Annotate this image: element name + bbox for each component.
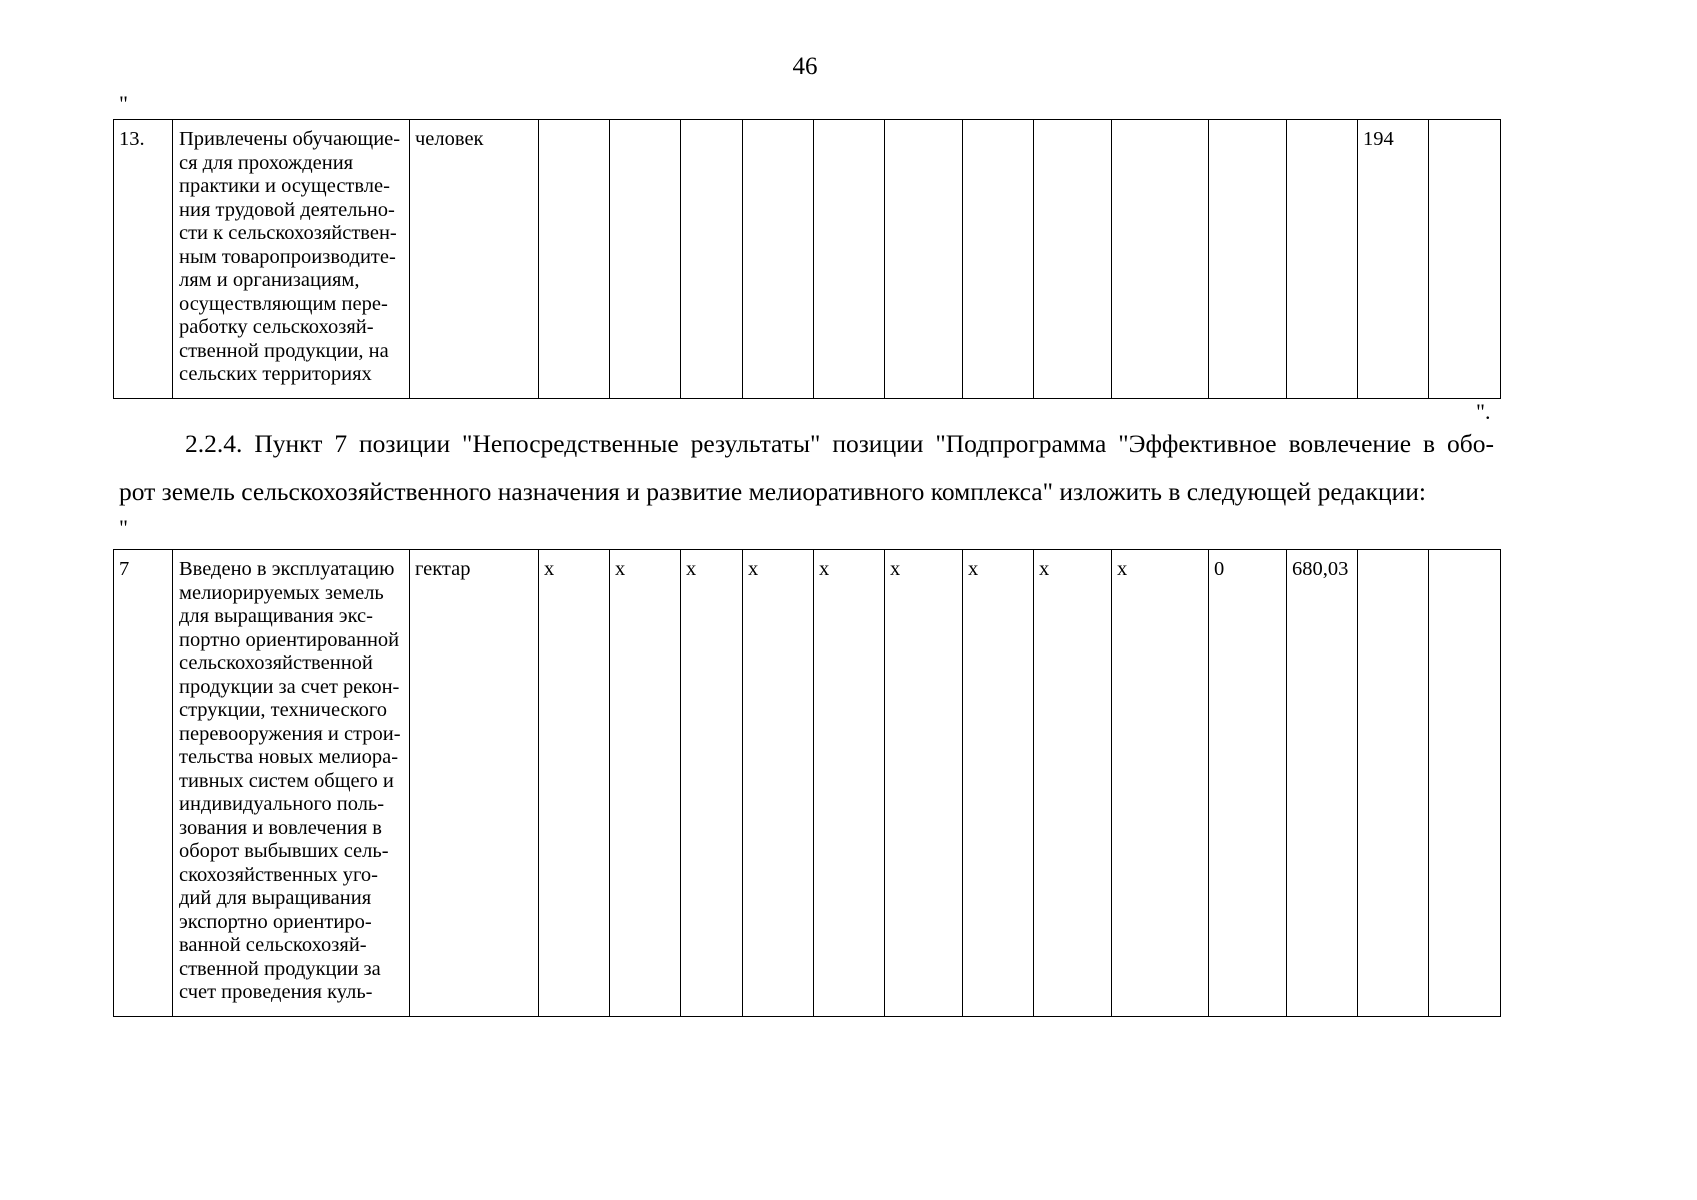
- description-line: оборот выбывших сель-: [179, 840, 389, 862]
- description-line: тивных систем общего и: [179, 769, 394, 792]
- indicator-description: [173, 550, 410, 1017]
- table-row: [114, 550, 1501, 1017]
- paragraph-line: рот земель сельскохозяйственного назначения и развитие мелиоративного комплекса" изложить в следующей редакции:: [119, 477, 1427, 506]
- description-line: Привлечены обучающие-: [179, 128, 401, 150]
- opening-quote: ": [119, 91, 128, 116]
- value-cell: [963, 120, 1034, 399]
- value-cell: [1287, 120, 1358, 399]
- description-line: индивидуального поль-: [179, 793, 385, 815]
- value-cell: х: [610, 550, 681, 1017]
- description-line: портно ориентированной: [179, 628, 400, 651]
- value-cell: [1209, 120, 1287, 399]
- description-line: зования и вовлечения в: [179, 816, 382, 839]
- value-cell: [681, 120, 743, 399]
- value-cell: [1429, 550, 1501, 1017]
- value-cell: [1358, 550, 1429, 1017]
- description-line: лям и организациям,: [179, 269, 360, 291]
- value-cell: х: [963, 550, 1034, 1017]
- description-line: ным товаропроизводите-: [179, 245, 396, 268]
- value-cell: х: [814, 550, 885, 1017]
- description-line: ся для прохождения: [179, 151, 354, 174]
- description-line: ственной продукции за: [179, 957, 381, 980]
- value-cell: 0: [1209, 550, 1287, 1017]
- value-cell: [885, 120, 963, 399]
- description-line: ванной сельскохозяй-: [179, 934, 367, 956]
- page-number: 46: [792, 53, 818, 80]
- unit-of-measure: гектар: [410, 550, 539, 1017]
- results-table-row-7: [113, 549, 1501, 1017]
- description-line: ния трудовой деятельно-: [179, 198, 395, 221]
- value-cell: х: [743, 550, 814, 1017]
- table-row: [114, 120, 1501, 399]
- description-line: осуществляющим пере-: [179, 292, 388, 315]
- description-line: практики и осуществле-: [179, 175, 390, 197]
- description-line: дий для выращивания: [179, 887, 372, 909]
- indicator-description: [173, 120, 410, 399]
- value-cell: х: [539, 550, 610, 1017]
- value-cell: [814, 120, 885, 399]
- description-line: струкции, технического: [179, 699, 387, 721]
- value-cell: х: [1112, 550, 1209, 1017]
- value-cell: х: [885, 550, 963, 1017]
- value-cell: 680,03: [1287, 550, 1358, 1017]
- description-line: сельскохозяйственной: [179, 652, 373, 674]
- value-cell: х: [1034, 550, 1112, 1017]
- description-line: для выращивания экс-: [179, 605, 373, 627]
- description-line: сти к сельскохозяйствен-: [179, 222, 397, 244]
- paragraph-line: 2.2.4. Пункт 7 позиции "Непосредственные результаты" позиции "Подпрограмма "Эффективное вовлечение в обо-: [185, 429, 1494, 458]
- description-line: тельства новых мелиора-: [179, 746, 399, 768]
- row-number: 7: [114, 550, 173, 1017]
- results-table-row-13: [113, 119, 1501, 399]
- value-cell: [1112, 120, 1209, 399]
- value-cell: [539, 120, 610, 399]
- description-line: скохозяйственных уго-: [179, 863, 379, 886]
- value-cell: [1034, 120, 1112, 399]
- description-line: мелиорируемых земель: [179, 581, 384, 604]
- description-line: экспортно ориентиро-: [179, 910, 372, 933]
- value-cell: 194: [1358, 120, 1429, 399]
- unit-of-measure: человек: [410, 120, 539, 399]
- value-cell: х: [681, 550, 743, 1017]
- closing-quote: ".: [1476, 399, 1491, 424]
- description-line: счет проведения куль-: [179, 981, 373, 1003]
- description-line: перевооружения и строи-: [179, 722, 401, 745]
- value-cell: [610, 120, 681, 399]
- description-line: ственной продукции, на: [179, 339, 389, 362]
- description-line: сельских территориях: [179, 363, 372, 385]
- value-cell: [1429, 120, 1501, 399]
- value-cell: [743, 120, 814, 399]
- opening-quote: ": [119, 515, 128, 540]
- row-number: 13.: [114, 120, 173, 399]
- description-line: продукции за счет рекон-: [179, 675, 400, 698]
- description-line: Введено в эксплуатацию: [179, 558, 395, 580]
- description-line: работку сельскохозяй-: [179, 316, 374, 338]
